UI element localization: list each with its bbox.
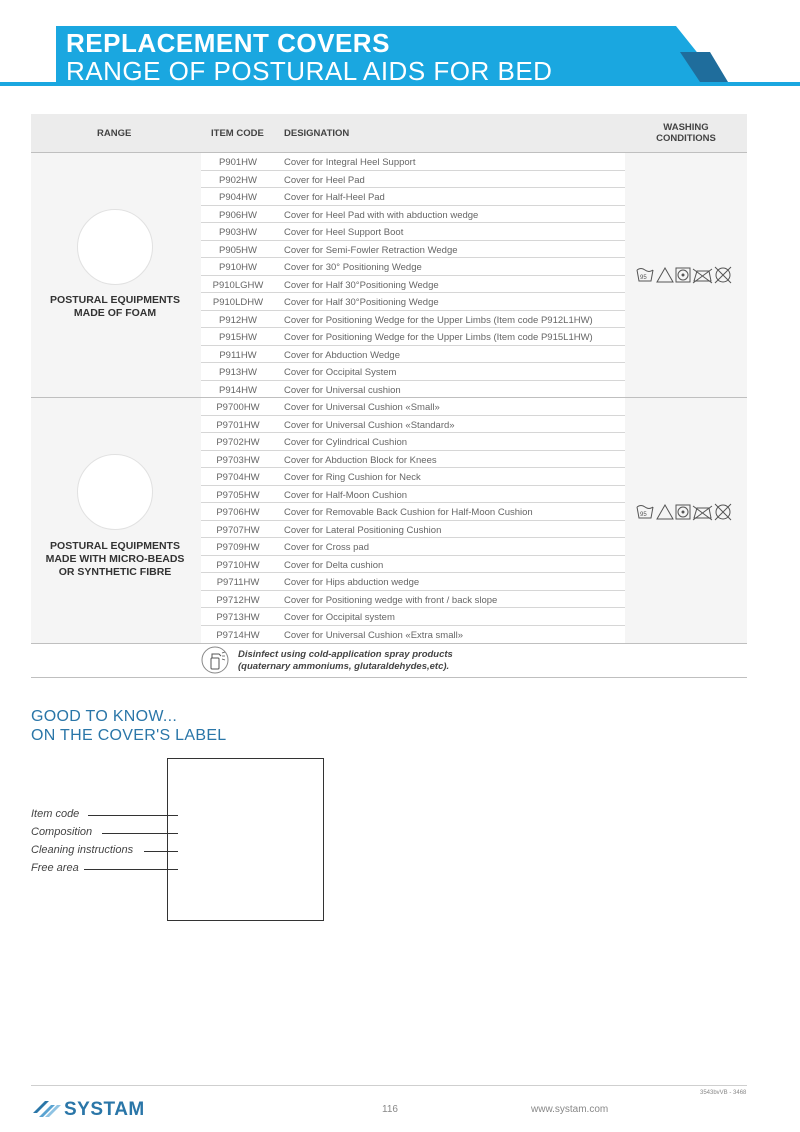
label-leader-line bbox=[84, 869, 178, 870]
header-washing-line2: CONDITIONS bbox=[656, 133, 716, 144]
label-leader-line bbox=[144, 851, 178, 852]
table-row bbox=[201, 258, 625, 276]
range-label-line2: MADE OF FOAM bbox=[73, 307, 157, 319]
designation-cell: Cover for Universal Cushion «Small» bbox=[284, 402, 440, 413]
range-label-line1: POSTURAL EQUIPMENTS bbox=[50, 294, 180, 306]
table-row bbox=[201, 433, 625, 451]
table-row bbox=[201, 346, 625, 364]
header-item-code: ITEM CODE bbox=[211, 128, 264, 139]
item-code-cell: P9700HW bbox=[216, 402, 260, 413]
designation-cell: Cover for Abduction Block for Knees bbox=[284, 454, 437, 466]
item-code-cell: P913HW bbox=[218, 367, 257, 378]
range-group-microbeads bbox=[31, 397, 747, 644]
website-link[interactable]: www.systam.com bbox=[531, 1104, 609, 1115]
item-code-cell: P9706HW bbox=[216, 507, 260, 518]
designation-cell: Cover for Positioning wedge with front / back slope bbox=[284, 594, 498, 606]
disinfect-line2: (quaternary ammoniums, glutaraldehydes,etc). bbox=[238, 661, 450, 672]
designation-cell: Cover for Lateral Positioning Cushion bbox=[284, 524, 442, 536]
designation-cell: Cover for Universal Cushion «Extra small» bbox=[284, 629, 463, 641]
footer-divider bbox=[31, 1085, 747, 1086]
range-label-line3: OR SYNTHETIC FIBRE bbox=[58, 566, 172, 578]
item-code-cell: P904HW bbox=[218, 192, 257, 203]
table-row bbox=[201, 363, 625, 381]
item-code-cell: P910HW bbox=[218, 262, 257, 273]
designation-cell: Cover for Semi-Fowler Retraction Wedge bbox=[284, 244, 458, 256]
table-row bbox=[201, 188, 625, 206]
item-code-cell: P9705HW bbox=[216, 489, 260, 501]
header-designation: DESIGNATION bbox=[284, 128, 350, 139]
item-code-cell: P914HW bbox=[218, 384, 257, 396]
item-code-cell: P912HW bbox=[218, 314, 257, 326]
table-row bbox=[201, 591, 625, 609]
item-code-cell: P9709HW bbox=[216, 542, 260, 553]
no-iron-icon bbox=[693, 269, 712, 283]
table-row bbox=[201, 241, 625, 259]
wash-temp: 95 bbox=[640, 275, 647, 281]
item-code-cell: P9713HW bbox=[216, 612, 260, 623]
range-label-line2: MADE WITH MICRO-BEADS bbox=[45, 553, 185, 565]
range-label-line1: POSTURAL EQUIPMENTS bbox=[50, 540, 180, 552]
rows-container bbox=[201, 153, 625, 398]
product-image-placeholder bbox=[77, 209, 153, 285]
table-header bbox=[31, 114, 747, 152]
designation-cell: Cover for Occipital System bbox=[284, 367, 397, 378]
designation-cell: Cover for Cylindrical Cushion bbox=[284, 437, 408, 448]
label-item-code: Item code bbox=[31, 808, 80, 820]
table-row bbox=[201, 538, 625, 556]
table-row bbox=[201, 556, 625, 574]
designation-cell: Cover for Removable Back Cushion for Half-Moon Cushion bbox=[284, 507, 533, 518]
washing-symbols bbox=[635, 502, 741, 522]
rows-container bbox=[201, 398, 625, 643]
designation-cell: Cover for 30° Positioning Wedge bbox=[284, 262, 422, 273]
designation-cell: Cover for Universal Cushion «Standard» bbox=[284, 419, 455, 431]
page-subtitle: RANGE OF POSTURAL AIDS FOR BED bbox=[66, 56, 553, 86]
table-row bbox=[201, 293, 625, 311]
item-code-cell: P901HW bbox=[218, 157, 257, 168]
designation-cell: Cover for Hips abduction wedge bbox=[284, 577, 420, 588]
designation-cell: Cover for Heel Pad with with abduction wedge bbox=[284, 209, 479, 221]
label-leader-line bbox=[102, 833, 178, 834]
table-row bbox=[201, 398, 625, 416]
table-row bbox=[201, 573, 625, 591]
table-row bbox=[201, 276, 625, 294]
item-code-cell: P9702HW bbox=[216, 437, 260, 448]
designation-cell: Cover for Half-Heel Pad bbox=[284, 192, 385, 203]
designation-cell: Cover for Occipital system bbox=[284, 612, 395, 623]
header-range: RANGE bbox=[97, 128, 132, 139]
good-to-know-title: GOOD TO KNOW... bbox=[31, 708, 178, 725]
label-diagram-box bbox=[167, 758, 324, 921]
header-washing-line1: WASHING bbox=[663, 122, 709, 133]
item-code-cell: P9710HW bbox=[216, 559, 260, 571]
no-dry-clean-icon bbox=[715, 504, 731, 520]
item-code-cell: P9711HW bbox=[216, 577, 260, 588]
brand-logo: SYSTAM bbox=[64, 1099, 145, 1120]
item-code-cell: P915HW bbox=[218, 332, 257, 343]
table-row bbox=[201, 503, 625, 521]
designation-cell: Cover for Delta cushion bbox=[284, 559, 384, 571]
table-row bbox=[201, 468, 625, 486]
disinfect-note bbox=[31, 643, 747, 678]
wash-temp: 95 bbox=[640, 512, 647, 518]
designation-cell: Cover for Integral Heel Support bbox=[284, 157, 416, 168]
bleach-triangle-icon bbox=[657, 268, 673, 282]
good-to-know-subtitle: ON THE COVER'S LABEL bbox=[31, 727, 227, 744]
designation-cell: Cover for Universal cushion bbox=[284, 384, 401, 396]
item-code-cell: P905HW bbox=[218, 244, 257, 256]
table-row bbox=[201, 451, 625, 469]
no-iron-icon bbox=[693, 506, 712, 520]
designation-cell: Cover for Half 30°Positioning Wedge bbox=[284, 279, 439, 291]
table-row bbox=[201, 626, 625, 643]
item-code-cell: P9707HW bbox=[216, 524, 260, 536]
designation-cell: Cover for Abduction Wedge bbox=[284, 349, 401, 361]
item-code-cell: P9703HW bbox=[216, 454, 260, 466]
item-code-cell: P902HW bbox=[218, 174, 257, 186]
label-composition: Composition bbox=[31, 826, 93, 838]
spray-bottle-icon bbox=[201, 646, 229, 674]
systam-logo-icon bbox=[31, 1099, 61, 1119]
table-row bbox=[201, 311, 625, 329]
designation-cell: Cover for Heel Pad bbox=[284, 174, 365, 186]
table-row bbox=[201, 153, 625, 171]
label-leader-line bbox=[88, 815, 178, 816]
label-free-area: Free area bbox=[31, 862, 79, 874]
designation-cell: Cover for Ring Cushion for Neck bbox=[284, 472, 421, 483]
table-row bbox=[201, 223, 625, 241]
table-row bbox=[201, 416, 625, 434]
item-code-cell: P910LGHW bbox=[212, 279, 264, 291]
designation-cell: Cover for Cross pad bbox=[284, 542, 370, 553]
table-row bbox=[201, 608, 625, 626]
item-code-cell: P903HW bbox=[218, 227, 257, 238]
washing-symbols bbox=[635, 265, 741, 285]
item-code-cell: P911HW bbox=[219, 349, 257, 361]
designation-cell: Cover for Positioning Wedge for the Upper Limbs (Item code P915L1HW) bbox=[284, 332, 593, 343]
tumble-dry-icon bbox=[676, 268, 690, 282]
no-dry-clean-icon bbox=[715, 267, 731, 283]
designation-cell: Cover for Half-Moon Cushion bbox=[284, 489, 408, 501]
table-row bbox=[201, 206, 625, 224]
item-code-cell: P9712HW bbox=[216, 594, 260, 606]
label-cleaning-instructions: Cleaning instructions bbox=[31, 844, 134, 856]
designation-cell: Cover for Positioning Wedge for the Upper Limbs (Item code P912L1HW) bbox=[284, 314, 593, 326]
designation-cell: Cover for Heel Support Boot bbox=[284, 227, 404, 238]
table-row bbox=[201, 171, 625, 189]
product-image-placeholder bbox=[77, 454, 153, 530]
page-title: REPLACEMENT COVERS bbox=[66, 28, 390, 58]
designation-cell: Cover for Half 30°Positioning Wedge bbox=[284, 297, 439, 308]
bleach-triangle-icon bbox=[657, 505, 673, 519]
tumble-dry-icon bbox=[676, 505, 690, 519]
item-code-cell: P910LDHW bbox=[212, 297, 264, 308]
item-code-cell: P9704HW bbox=[216, 472, 260, 483]
page-number: 116 bbox=[382, 1104, 398, 1115]
item-code-cell: P9714HW bbox=[216, 629, 260, 641]
disinfect-line1: Disinfect using cold-application spray products bbox=[238, 649, 453, 660]
item-code-cell: P9701HW bbox=[216, 419, 260, 431]
table-row bbox=[201, 521, 625, 539]
item-code-cell: P906HW bbox=[218, 209, 257, 221]
range-group-foam bbox=[31, 152, 747, 398]
table-row bbox=[201, 486, 625, 504]
document-reference: 3543bvVB - 3468 bbox=[700, 1090, 747, 1096]
table-row bbox=[201, 328, 625, 346]
table-row bbox=[201, 381, 625, 398]
